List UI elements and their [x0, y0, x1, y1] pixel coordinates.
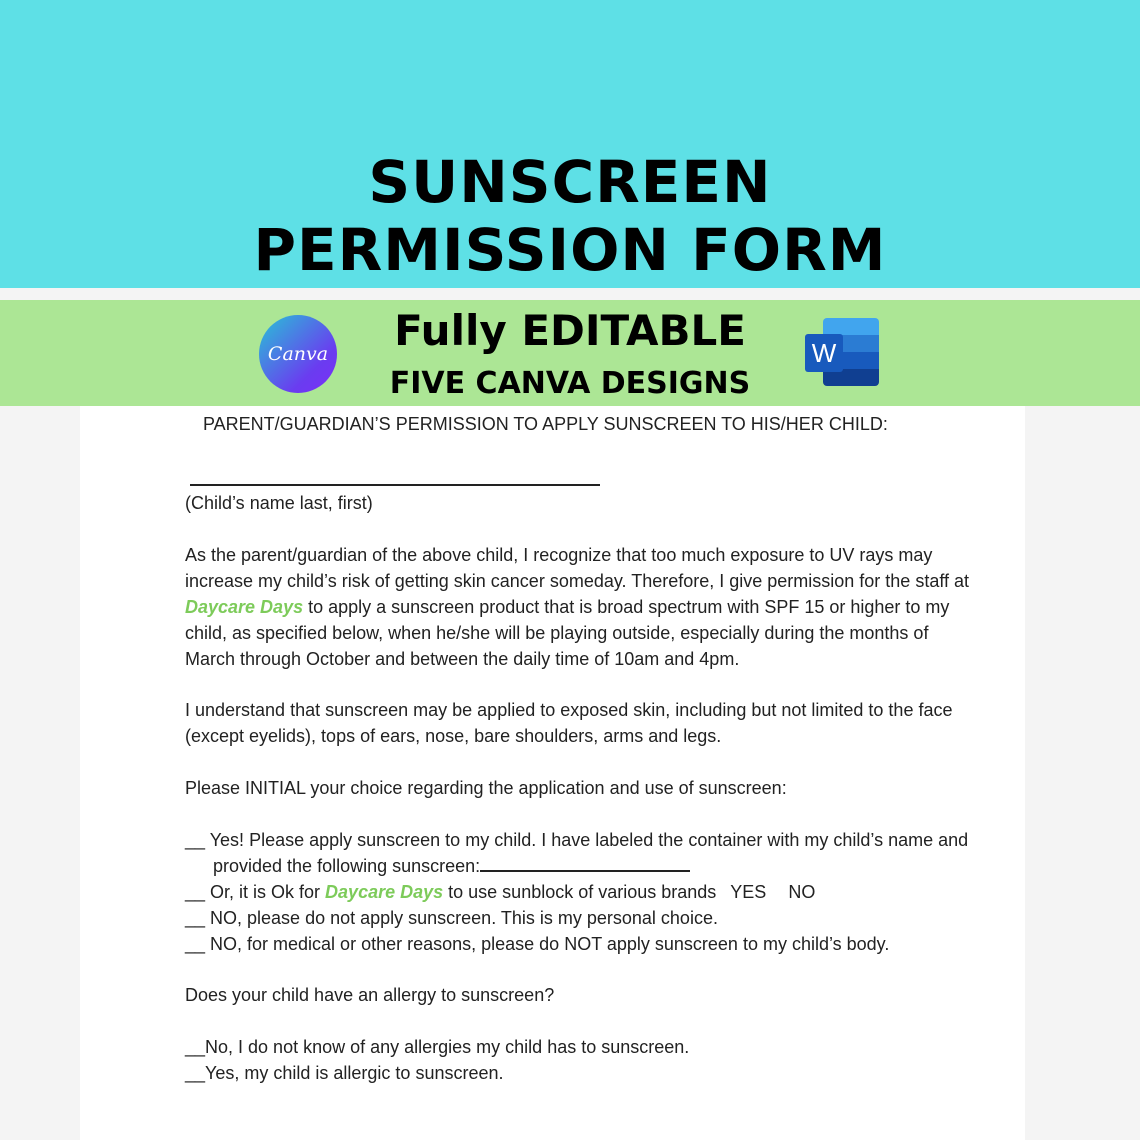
option-various-brands[interactable] [185, 879, 815, 905]
para1-line: As the parent/guardian of the above child, I recognize that too much exposure to UV rays may [185, 545, 933, 565]
option-no-personal[interactable]: __ NO, please do not apply sunscreen. This is my personal choice. [185, 908, 718, 928]
option-apply[interactable]: __ Yes! Please apply sunscreen to my child. I have labeled the container with my child’s name and [185, 830, 969, 850]
para2-line: (except eyelids), tops of ears, nose, bare shoulders, arms and legs. [185, 726, 722, 746]
option-text: provided the following sunscreen: [213, 856, 481, 876]
canva-logo-icon: Canva [259, 315, 337, 393]
child-name-label: (Child’s name last, first) [185, 493, 373, 513]
para1-line: March through October and between the daily time of 10am and 4pm. [185, 649, 740, 669]
para2-line: I understand that sunscreen may be applied to exposed skin, including but not limited to the face [185, 700, 953, 720]
sunscreen-brand-field[interactable] [480, 870, 690, 872]
para1-text: to apply a sunscreen product that is broad spectrum with SPF 15 or higher to my [303, 597, 950, 617]
word-logo-icon [805, 318, 879, 386]
option-text: __ Or, it is Ok for [185, 882, 326, 902]
subtitle-designs: FIVE CANVA DESIGNS [389, 366, 751, 401]
daycare-name: Daycare Days [185, 597, 304, 617]
option-apply-line2 [213, 853, 690, 879]
subtitle-editable: Fully EDITABLE [394, 306, 746, 355]
form-heading: PARENT/GUARDIAN’S PERMISSION TO APPLY SUNSCREEN TO HIS/HER CHILD: [203, 414, 888, 434]
initial-prompt: Please INITIAL your choice regarding the application and use of sunscreen: [185, 778, 787, 798]
child-name-line[interactable] [190, 474, 600, 486]
allergy-question: Does your child have an allergy to sunscreen? [185, 985, 555, 1005]
allergy-no-option[interactable]: __No, I do not know of any allergies my child has to sunscreen. [185, 1037, 690, 1057]
para1-line: child, as specified below, when he/she will be playing outside, especially during the months of [185, 623, 929, 643]
para1-line [185, 594, 949, 620]
option-text: to use sunblock of various brands [443, 882, 717, 902]
no-choice[interactable]: NO [788, 882, 816, 902]
title-line-1: SUNSCREEN [368, 148, 772, 216]
para1-line: increase my child’s risk of getting skin cancer someday. Therefore, I give permission for the staff at [185, 571, 970, 591]
option-no-medical[interactable]: __ NO, for medical or other reasons, please do NOT apply sunscreen to my child’s body. [185, 934, 890, 954]
daycare-name: Daycare Days [325, 882, 444, 902]
title-line-2: PERMISSION FORM [253, 216, 887, 284]
yes-choice[interactable]: YES [730, 882, 767, 902]
form-page [80, 406, 1025, 1140]
allergy-yes-option[interactable]: __Yes, my child is allergic to sunscreen. [185, 1063, 504, 1083]
word-letter: W [805, 334, 843, 372]
